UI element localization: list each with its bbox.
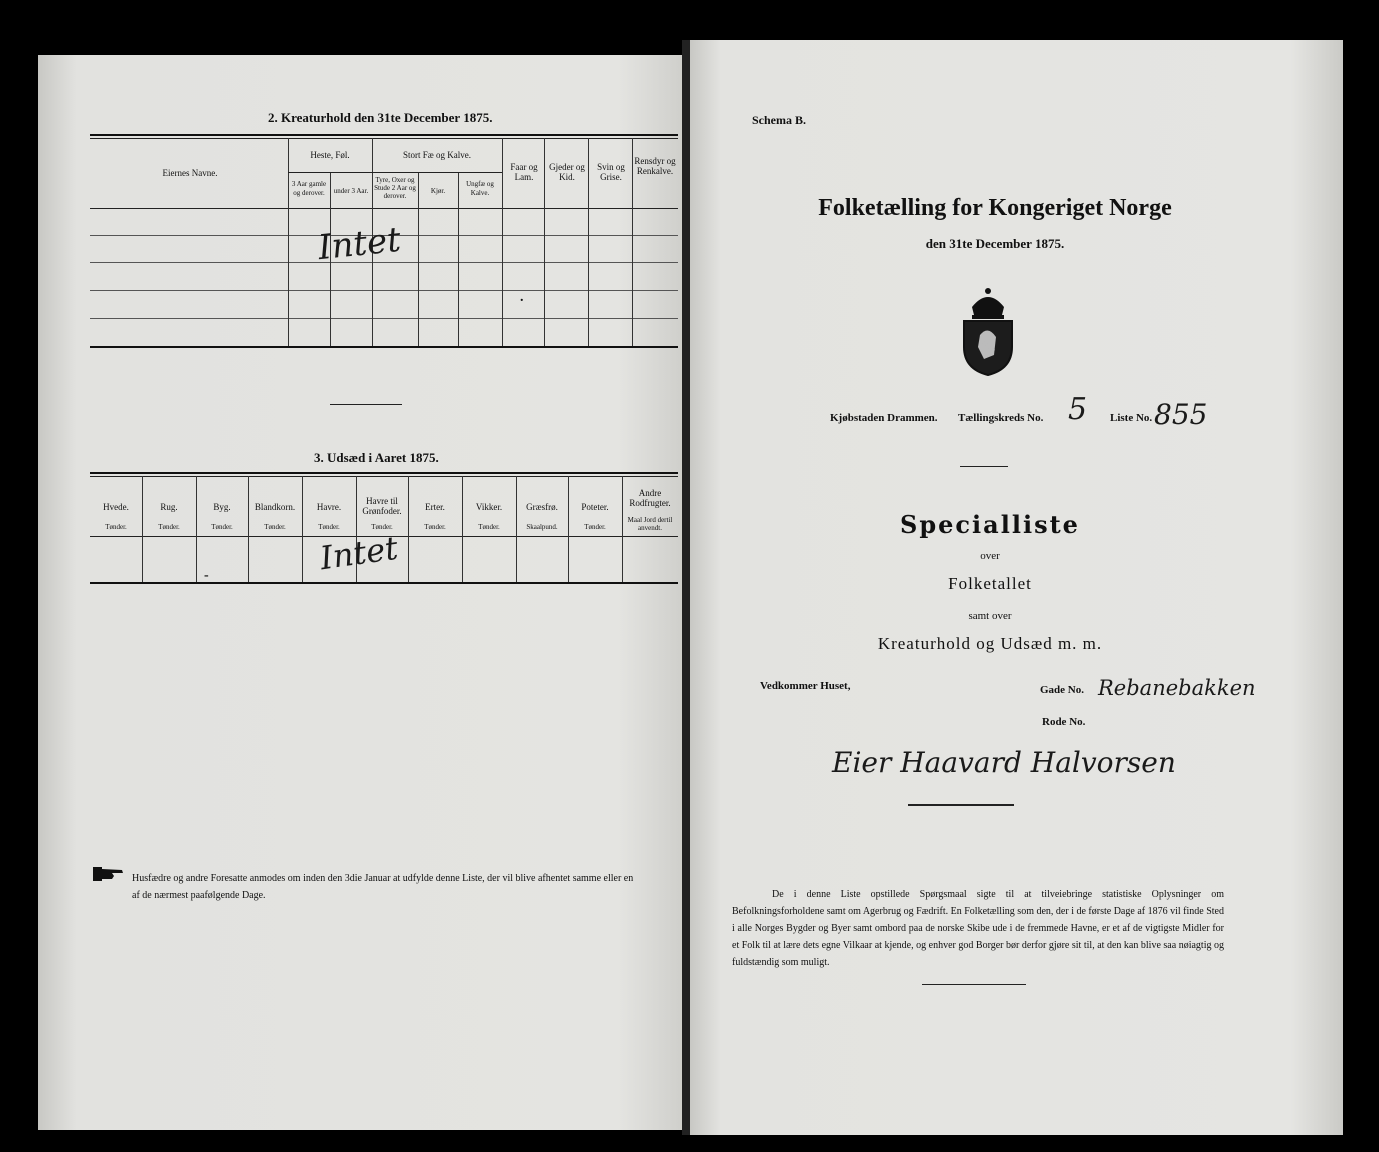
header-goats: Gjeder og Kid. — [549, 162, 585, 182]
table1-col-rule — [418, 172, 419, 346]
header-horses-sub1: 3 Aar gamle og derover. — [291, 180, 327, 197]
table1-row-rule — [90, 290, 678, 291]
table1-col-rule — [502, 138, 503, 346]
list-label: Liste No. — [1110, 412, 1153, 424]
seed-unit: Tønder. — [424, 523, 446, 531]
section3-title: 3. Udsæd i Aaret 1875. — [314, 450, 439, 465]
seed-name: Havre. — [316, 502, 342, 512]
seed-name: Poteter. — [581, 502, 609, 512]
header-cattle-sub3: Ungfæ og Kalve. — [466, 180, 494, 197]
seed-name: Blandkorn. — [254, 502, 296, 512]
right-divider — [960, 466, 1008, 467]
header-pigs: Svin og Grise. — [597, 162, 625, 182]
seed-unit: Tønder. — [264, 523, 286, 531]
town-label: Kjøbstaden Drammen. — [830, 412, 938, 424]
header-sheep: Faar og Lam. — [510, 162, 538, 182]
table2-top-rule2 — [90, 476, 678, 477]
seed-name: Græsfrø. — [526, 502, 558, 512]
gade-label: Gade No. — [1040, 684, 1084, 696]
table2-top-rule — [90, 472, 678, 474]
vedkommer-label: Vedkommer Huset, — [760, 680, 851, 692]
list-value: 855 — [1154, 398, 1208, 431]
header-cattle-sub2: Kjør. — [430, 187, 446, 195]
book-spine — [682, 40, 690, 1135]
rode-label: Rode No. — [1042, 716, 1086, 728]
seed-name: Andre Rodfrugter. — [629, 488, 671, 508]
table1-row-rule — [90, 318, 678, 319]
coat-of-arms-icon — [958, 285, 1018, 377]
section2-title: 2. Kreaturhold den 31te December 1875. — [268, 110, 493, 125]
seed-unit: Tønder. — [371, 523, 393, 531]
header-cattle: Stort Fæ og Kalve. — [402, 150, 471, 160]
table1-col-rule — [288, 138, 289, 346]
stray-dash: - — [204, 568, 209, 583]
census-date: den 31te December 1875. — [925, 236, 1065, 251]
seed-name: Byg. — [213, 502, 231, 512]
seed-unit: Tønder. — [478, 523, 500, 531]
table1-top-rule2 — [90, 138, 678, 139]
specialliste-title: Specialliste — [900, 510, 1080, 539]
explanatory-paragraph: De i denne Liste opstillede Spørgsmaal sigte til at tilveiebringe statistiske Oplysninger om Befolkningsforholdene samt om Agerbrug og Fædrift. En Folketælling som den, der i de første Dage af 1876 vil finde Sted i alle Norges Bygder og Byer samt ombord paa de norske Skibe ude i de fremmede Havne, er et af de vigtigste Midler for et Folk til at lære dets egne Vilkaar at kjende, og enhver god Borger bør derfor gjøre sit til, at den kan blive saa nøiagtig og fuldstændig som muligt. — [732, 889, 1224, 968]
table1-subheader-rule — [288, 172, 502, 173]
seed-name: Rug. — [160, 502, 178, 512]
section2-handwritten-entry: Intet — [316, 219, 403, 269]
table1-row-rule — [90, 262, 678, 263]
over-label: over — [980, 550, 1000, 562]
header-horses: Heste, Føl. — [310, 150, 350, 160]
table1-col-rule — [544, 138, 545, 346]
seed-unit: Tønder. — [318, 523, 340, 531]
seed-unit: Tønder. — [105, 523, 127, 531]
folketallet-label: Folketallet — [948, 574, 1032, 593]
schema-label: Schema B. — [752, 113, 806, 127]
header-reindeer: Rensdyr og Renkalve. — [634, 156, 676, 176]
table1-header-rule — [90, 208, 678, 209]
stray-dot: . — [520, 290, 524, 305]
seed-unit: Skaalpund. — [526, 523, 558, 531]
seed-name: Havre til Grønfoder. — [362, 496, 402, 516]
right-rule — [908, 804, 1014, 806]
seed-name: Erter. — [425, 502, 445, 512]
seed-unit: Maal Jord dertil anvendt. — [627, 516, 673, 532]
table2-bottom-rule — [90, 582, 678, 584]
owner-name: Eier Haavard Halvorsen — [832, 746, 1176, 779]
kreaturhold-label: Kreaturhold og Udsæd m. m. — [877, 634, 1103, 653]
main-title: Folketælling for Kongeriget Norge — [818, 195, 1172, 221]
table1-col-rule — [458, 172, 459, 346]
samt-over-label: samt over — [968, 610, 1012, 622]
pointing-hand-icon — [92, 864, 126, 884]
header-horses-sub2: under 3 Aar. — [333, 187, 369, 195]
seed-name: Vikker. — [475, 502, 503, 512]
table1-bottom-rule — [90, 346, 678, 348]
seed-unit: Tønder. — [584, 523, 606, 531]
district-label: Tællingskreds No. — [958, 412, 1044, 424]
seed-unit: Tønder. — [211, 523, 233, 531]
seed-unit: Tønder. — [158, 523, 180, 531]
table1-col-rule — [588, 138, 589, 346]
header-cattle-sub1: Tyre, Oxer og Stude 2 Aar og derover. — [374, 176, 416, 200]
footnote-text: Husfædre og andre Foresatte anmodes om inden den 3die Januar at udfylde denne Liste, der vil blive afhentet samme eller en af de nærmest paafølgende Dage. — [132, 873, 634, 901]
gade-value: Rebanebakken — [1098, 676, 1256, 700]
header-owner: Eiernes Navne. — [162, 168, 218, 178]
bottom-rule — [922, 984, 1026, 985]
section3-handwritten-entry: Intet — [317, 528, 401, 578]
seed-name: Hvede. — [103, 502, 129, 512]
left-divider — [330, 404, 402, 405]
district-value: 5 — [1068, 392, 1088, 427]
left-page — [38, 55, 683, 1130]
table1-top-rule — [90, 134, 678, 136]
